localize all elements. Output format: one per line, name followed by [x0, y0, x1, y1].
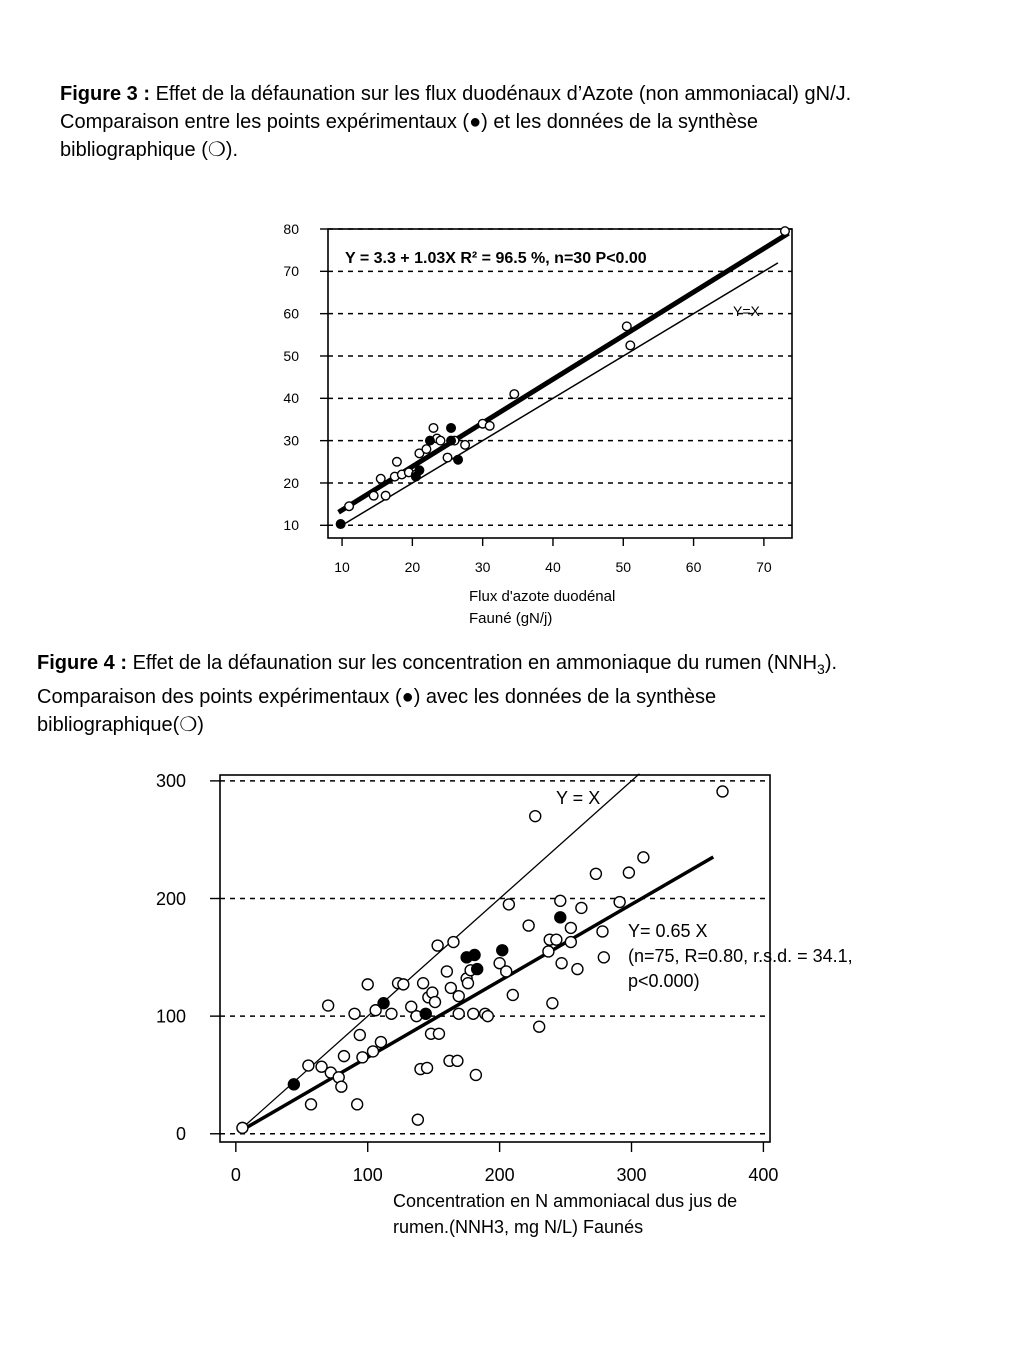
- data-point-literature: [303, 1060, 314, 1071]
- data-point-literature: [443, 453, 452, 462]
- data-point-literature: [422, 445, 431, 454]
- figure4-caption-line3: bibliographique(❍): [37, 714, 204, 736]
- data-point-literature: [393, 458, 402, 467]
- x-tick-label: 100: [352, 1165, 383, 1185]
- data-point-experimental: [447, 436, 456, 445]
- identity-line-label: Y = X: [556, 788, 601, 808]
- y-tick-label: 50: [283, 347, 299, 364]
- data-point-literature: [547, 998, 558, 1009]
- regression-equation-line: (n=75, R=0.80, r.s.d. = 34.1,: [628, 946, 853, 966]
- data-point-literature: [452, 1055, 463, 1066]
- y-tick-label: 60: [283, 305, 299, 322]
- data-point-literature: [507, 989, 518, 1000]
- data-point-literature: [453, 991, 464, 1002]
- data-point-experimental: [415, 466, 424, 475]
- identity-line-label: Y=X: [733, 303, 760, 319]
- data-point-literature: [352, 1099, 363, 1110]
- x-tick-label: 10: [334, 559, 350, 575]
- x-tick-label: 200: [484, 1165, 515, 1185]
- figure3-caption-line1: Figure 3 : Effet de la défaunation sur les flux duodénaux d’Azote (non ammoniacal) gN/J.: [60, 83, 852, 105]
- y-tick-label: 100: [155, 1006, 186, 1027]
- data-point-experimental: [472, 964, 483, 975]
- data-point-literature: [462, 978, 473, 989]
- data-point-literature: [436, 436, 445, 445]
- data-point-literature: [453, 1008, 464, 1019]
- x-axis-label: Flux d'azote duodénal: [469, 588, 616, 605]
- data-point-literature: [441, 966, 452, 977]
- figure4-caption-line1: Figure 4 : Effet de la défaunation sur les concentration en ammoniaque du rumen $(NNH_3)$.: [37, 652, 838, 677]
- data-point-literature: [349, 1008, 360, 1019]
- data-point-literature: [376, 474, 385, 483]
- figure3-caption-line2: Comparaison entre les points expérimentaux (●) et les données de la synthèse: [60, 111, 759, 133]
- chart-2: [156, 771, 853, 1237]
- x-axis-label: rumen.(NNH3, mg N/L) Faunés: [393, 1217, 644, 1237]
- data-point-experimental: [420, 1008, 431, 1019]
- data-point-literature: [614, 897, 625, 908]
- figure3-caption-line3: bibliographique (❍).: [60, 139, 239, 161]
- data-point-experimental: [288, 1079, 299, 1090]
- data-point-literature: [412, 1114, 423, 1125]
- x-tick-label: 40: [545, 559, 561, 575]
- data-point-literature: [622, 322, 631, 331]
- y-tick-label: 0: [175, 1124, 186, 1145]
- y-tick-label: 10: [283, 517, 299, 534]
- data-point-literature: [237, 1122, 248, 1133]
- regression-equation: Y = 3.3 + 1.03X R² = 96.5 %, n=30 P<0.00: [345, 250, 647, 267]
- data-point-literature: [429, 424, 438, 433]
- data-point-literature: [590, 868, 601, 879]
- data-point-experimental: [426, 436, 435, 445]
- data-point-literature: [572, 964, 583, 975]
- data-point-literature: [345, 502, 354, 511]
- data-point-literature: [418, 978, 429, 989]
- data-point-literature: [565, 922, 576, 933]
- data-point-literature: [510, 390, 519, 399]
- y-tick-label: 80: [283, 220, 299, 237]
- data-point-literature: [565, 937, 576, 948]
- data-point-literature: [357, 1052, 368, 1063]
- data-point-literature: [381, 491, 390, 500]
- data-point-experimental: [336, 520, 345, 529]
- y-tick-label: 20: [283, 474, 299, 491]
- data-point-literature: [369, 491, 378, 500]
- chart-1: [283, 221, 792, 627]
- data-point-literature: [551, 934, 562, 945]
- data-point-experimental: [447, 424, 456, 433]
- x-axis-label: Fauné (gN/j): [469, 610, 553, 627]
- x-tick-label: 20: [404, 559, 421, 575]
- data-point-literature: [597, 926, 608, 937]
- x-tick-label: 400: [748, 1165, 779, 1185]
- data-point-literature: [485, 422, 494, 431]
- data-point-experimental: [497, 945, 508, 956]
- data-point-literature: [398, 979, 409, 990]
- data-point-literature: [461, 441, 470, 450]
- x-tick-label: 300: [616, 1165, 647, 1185]
- data-point-literature: [501, 966, 512, 977]
- data-point-literature: [323, 1000, 334, 1011]
- y-tick-label: 70: [283, 263, 299, 280]
- data-point-literature: [717, 786, 728, 797]
- figure4-label: Figure 4 :: [37, 652, 128, 674]
- data-point-experimental: [469, 949, 480, 960]
- data-point-experimental: [454, 455, 463, 464]
- regression-equation-line: p<0.000): [628, 971, 700, 991]
- x-tick-label: 30: [474, 559, 491, 575]
- data-point-literature: [422, 1062, 433, 1073]
- data-point-literature: [306, 1099, 317, 1110]
- data-point-literature: [448, 937, 459, 948]
- data-point-literature: [338, 1051, 349, 1062]
- x-axis-label: Concentration en N ammoniacal dus jus de: [393, 1191, 738, 1211]
- data-point-literature: [576, 902, 587, 913]
- y-tick-label: 200: [155, 888, 186, 909]
- data-point-literature: [781, 227, 790, 236]
- data-point-literature: [336, 1081, 347, 1092]
- data-point-literature: [623, 867, 634, 878]
- data-point-literature: [555, 895, 566, 906]
- data-point-literature: [432, 940, 443, 951]
- figure4-caption-line2: Comparaison des points expérimentaux (●) avec les données de la synthèse: [37, 686, 717, 708]
- data-point-literature: [626, 341, 635, 350]
- data-point-literature: [598, 952, 609, 963]
- data-point-literature: [468, 1008, 479, 1019]
- data-point-literature: [386, 1008, 397, 1019]
- data-point-literature: [523, 920, 534, 931]
- data-point-literature: [543, 946, 554, 957]
- data-point-literature: [367, 1046, 378, 1057]
- data-point-experimental: [378, 998, 389, 1009]
- y-tick-label: 40: [283, 390, 299, 407]
- identity-line: [242, 774, 639, 1128]
- regression-equation-line: Y= 0.65 X: [628, 921, 708, 941]
- y-tick-label: 300: [155, 771, 186, 792]
- data-point-literature: [429, 997, 440, 1008]
- data-point-literature: [354, 1029, 365, 1040]
- data-point-literature: [503, 899, 514, 910]
- data-point-literature: [638, 852, 649, 863]
- data-point-experimental: [555, 912, 566, 923]
- figure3-label: Figure 3 :: [60, 83, 151, 105]
- identity-line: [339, 263, 778, 528]
- x-tick-label: 0: [230, 1165, 241, 1185]
- data-point-literature: [375, 1037, 386, 1048]
- y-tick-label: 30: [283, 432, 299, 449]
- x-tick-label: 50: [615, 559, 632, 575]
- data-point-literature: [534, 1021, 545, 1032]
- data-point-literature: [556, 958, 567, 969]
- x-tick-label: 60: [685, 559, 702, 575]
- data-point-literature: [482, 1011, 493, 1022]
- data-point-literature: [530, 811, 541, 822]
- data-point-literature: [433, 1028, 444, 1039]
- x-tick-label: 70: [756, 559, 772, 575]
- data-point-literature: [470, 1069, 481, 1080]
- data-point-literature: [362, 979, 373, 990]
